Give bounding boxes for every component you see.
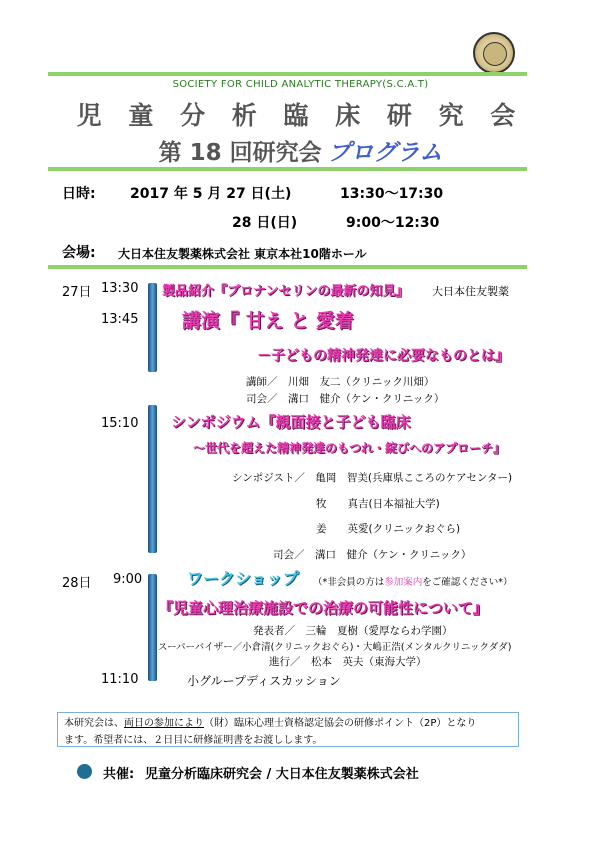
timeline-bar-3 [148, 574, 157, 681]
note-line-1 [64, 715, 512, 732]
time-1110: 11:10 [101, 672, 139, 687]
note-box [57, 712, 519, 747]
symposium-title: シンポジウム『親面接と子ども臨床 [171, 413, 411, 431]
top-rule [48, 72, 527, 76]
day27-label: 27日 [62, 285, 92, 300]
symposist-2: 牧 真吉(日本福祉大学) [316, 498, 440, 510]
product-intro-sponsor: 大日本住友製薬 [432, 285, 509, 298]
note-line-1-start: 本研究会は、 [64, 718, 124, 729]
day2-date: 28 日(日) [232, 215, 298, 231]
lecture-title: 講演『 甘え と 愛着 [182, 310, 354, 332]
product-intro-title: 製品紹介『ブロナンセリンの最新の知見』 [162, 284, 409, 299]
note-line-1-end: （財）臨床心理士資格認定協会の研修ポイント（2P）となり [204, 718, 477, 729]
symposist-1: シンポジスト／ 亀岡 智美(兵庫県こころのケアセンター) [232, 472, 513, 484]
day28-label: 28日 [62, 576, 92, 591]
time-1345: 13:45 [101, 312, 139, 327]
time-900: 9:00 [113, 572, 143, 587]
program-label: プログラム [327, 140, 443, 166]
time-1510: 15:10 [101, 416, 139, 431]
note-line-1-underlined: 両日の参加により [124, 718, 204, 729]
symposist-3: 姜 英愛(クリニックおぐら) [316, 523, 461, 535]
logo-emblem-icon [483, 42, 507, 66]
venue-label: 会場: [62, 245, 96, 261]
venue-rule [48, 265, 527, 269]
bullet-dot-icon [77, 764, 92, 779]
supervisor: スーパーバイザー／小倉清(クリニックおぐら)・大嶋正浩(メンタルクリニックダダ) [158, 642, 512, 653]
title-rule [48, 167, 527, 171]
society-name: SOCIETY FOR CHILD ANALYTIC THERAPY(S.C.A.T) [172, 79, 429, 90]
participation-guide-link[interactable]: 参加案内 [384, 577, 423, 588]
workshop-title: ワークショップ [187, 569, 299, 588]
workshop-theme: 『児童心理治療施設での治療の可能性について』 [158, 599, 488, 617]
day2-time: 9:00～12:30 [346, 215, 440, 231]
workshop-note-suffix: をご確認ください*） [422, 577, 513, 588]
lecture-subtitle: －子どもの精神発達に必要なものとは』 [257, 348, 509, 364]
day1-date: 2017 年 5 月 27 日(土) [130, 186, 292, 202]
time-1330: 13:30 [101, 281, 139, 296]
day1-time: 13:30～17:30 [340, 186, 444, 202]
page-title: 児 童 分 析 臨 床 研 究 会 [76, 101, 525, 130]
society-logo [473, 32, 515, 74]
session-number: 第 18 回研究会 [158, 140, 322, 166]
timeline-bar-1 [148, 283, 157, 372]
symposium-chair: 司会／ 溝口 健介（ケン・クリニック） [273, 549, 472, 561]
page-subtitle [0, 134, 601, 167]
small-group-discussion: 小グループディスカッション [187, 674, 341, 688]
presenter: 発表者／ 三輪 夏樹（愛厚ならわ学園） [253, 625, 453, 637]
lecturer: 講師／ 川畑 友二（クリニック川畑） [246, 376, 435, 388]
datetime-label: 日時: [62, 186, 96, 202]
cohost-text: 児童分析臨床研究会 / 大日本住友製薬株式会社 [145, 767, 419, 782]
note-line-2: ます。希望者には、２日目に研修証明書をお渡しします。 [64, 735, 323, 746]
timeline-bar-2 [148, 405, 157, 553]
workshop-note [313, 574, 513, 588]
cohost-label: 共催: [103, 767, 135, 782]
venue-text: 大日本住友製薬株式会社 東京本社10階ホール [118, 247, 367, 261]
symposium-subtitle: ～世代を超えた精神発達のもつれ・綻びへのアプローチ』 [193, 441, 506, 455]
lecture-chair: 司会／ 溝口 健介（ケン・クリニック） [246, 393, 445, 405]
facilitator: 進行／ 松本 英夫（東海大学） [269, 656, 427, 668]
workshop-note-prefix: （*非会員の方は [313, 577, 385, 588]
